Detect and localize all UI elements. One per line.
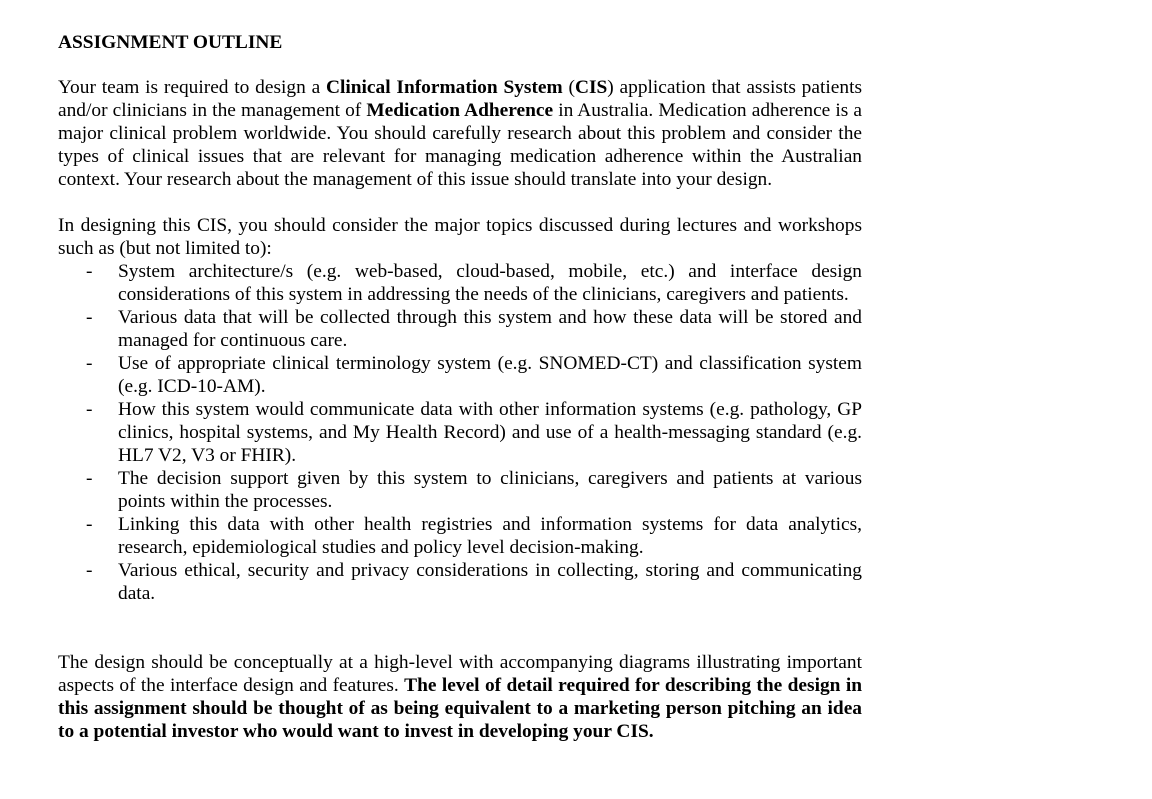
- dash-marker: -: [86, 307, 93, 328]
- list-item: [58, 352, 862, 398]
- list-item-text: How this system would communicate data with other information systems (e.g. pathology, GP clinics, hospital systems, and My Health Record) and use of a health-messaging standard (e.g. HL7 V2, V3 or FHIR).: [118, 399, 862, 466]
- list-item-text: Use of appropriate clinical terminology system (e.g. SNOMED-CT) and classification system (e.g. ICD-10-AM).: [118, 353, 862, 397]
- dash-marker: -: [86, 468, 93, 489]
- dash-marker: -: [86, 514, 93, 535]
- dash-marker: -: [86, 399, 93, 420]
- list-item-text: System architecture/s (e.g. web-based, cloud-based, mobile, etc.) and interface design considerations of this system in addressing the needs of the clinicians, caregivers and patients.: [118, 261, 862, 305]
- intro-bold-cis-abbrev: CIS: [574, 77, 608, 98]
- topics-list: [58, 260, 862, 605]
- list-item: [58, 260, 862, 306]
- intro-bold-medication-adherence: Medication Adherence: [366, 100, 554, 121]
- list-item: [58, 513, 862, 559]
- list-item-text: Various ethical, security and privacy considerations in collecting, storing and communicating data.: [118, 560, 862, 604]
- intro-text-1: Your team is required to design a: [58, 77, 326, 98]
- intro-text-3: ) application that assists patients and/or clinicians in the management of: [58, 77, 862, 121]
- list-item-text: Linking this data with other health registries and information systems for data analytics, research, epidemiological studies and policy level decision-making.: [118, 514, 862, 558]
- list-item: [58, 559, 862, 605]
- topics-intro-paragraph: In designing this CIS, you should consider the major topics discussed during lectures and workshops such as (but not limited to):: [58, 215, 862, 259]
- design-guidance-text: The design should be conceptually at a high-level with accompanying diagrams illustrating important aspects of the interface design and features.: [58, 652, 862, 696]
- dash-marker: -: [86, 261, 93, 282]
- design-guidance-paragraph: [58, 651, 862, 743]
- document-page: [58, 31, 862, 743]
- dash-marker: -: [86, 560, 93, 581]
- intro-paragraph: [58, 76, 862, 191]
- design-guidance-bold: The level of detail required for describing the design in this assignment should be thought of as being equivalent to a marketing person pitching an idea to a potential investor who would want to invest in developing your CIS.: [58, 675, 862, 742]
- list-item: [58, 467, 862, 513]
- list-item: [58, 306, 862, 352]
- list-item-text: The decision support given by this system to clinicians, caregivers and patients at various points within the processes.: [118, 468, 862, 512]
- list-item: [58, 398, 862, 467]
- intro-text-4: in Australia. Medication adherence is a major clinical problem worldwide. You should carefully research about this problem and consider the types of clinical issues that are relevant for managing medication adherence within the Australian context. Your research about the management of this issue should translate into your design.: [58, 100, 863, 190]
- list-item-text: Various data that will be collected through this system and how these data will be stored and managed for continuous care.: [118, 307, 862, 351]
- intro-bold-cis-name: Clinical Information System: [325, 77, 563, 98]
- dash-marker: -: [86, 353, 93, 374]
- intro-text-2: (: [562, 77, 575, 98]
- assignment-heading: ASSIGNMENT OUTLINE: [58, 32, 283, 53]
